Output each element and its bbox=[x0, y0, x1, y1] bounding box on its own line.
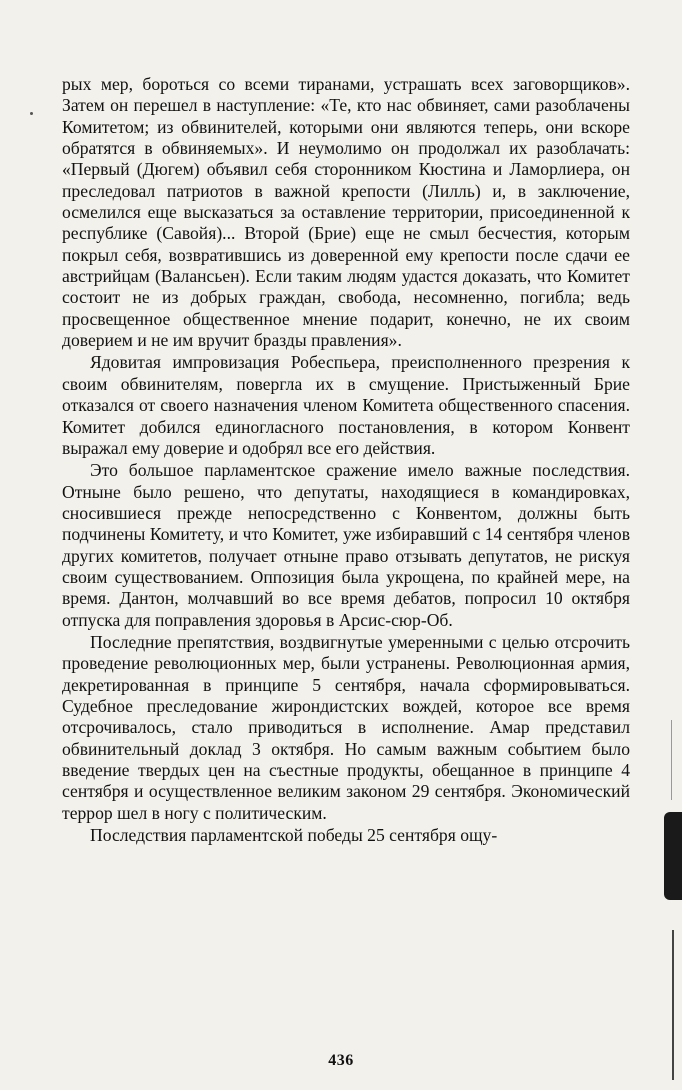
paragraph-5: Последствия парламентской победы 25 сентября ощу- bbox=[90, 825, 498, 846]
paragraph-2: Ядовитая импровизация Робеспьера, преисполненного презрения к своим обвинителям, повергла их в смущение. Пристыженный Брие отказался от своего назначения членом Комитета общественного спасения. Комитет добился единогласного постановления, в котором Конвент выражал ему доверие и одобрял все его действия. bbox=[62, 352, 630, 458]
page-body bbox=[62, 74, 630, 846]
paragraph-1: рых мер, бороться со всеми тиранами, устрашать всех заговорщиков». Затем он перешел в наступление: «Те, кто нас обвиняет, сами разоблачены Комитетом; из обвинителей, которыми они являются теперь, они вскоре обратятся в обвиняемых». И неумолимо он продолжал их разоблачать: «Первый (Дюгем) объявил себя сторонником Кюстина и Ламорлиера, он преследовал патриотов в важной крепости (Лилль) и, в заключение, осмелился еще высказаться за оставление территории, присоединенной к республике (Савойя)... Второй (Брие) еще не смыл бесчестия, которым покрыл себя, возвратившись из доверенной ему крепости после сдачи ее австрийцам (Валансьен). Если таким людям удастся доказать, что Комитет состоит не из добрых граждан, свобода, несомненно, погибла; ведь просвещенное общественное мнение подарит, конечно, не их своим доверием и не им вручит бразды правления». bbox=[62, 74, 630, 351]
margin-speck bbox=[30, 112, 33, 115]
scan-edge-line-upper bbox=[671, 720, 672, 800]
paragraph-3: Это большое парламентское сражение имело важные последствия. Отныне было решено, что депутаты, находящиеся в командировках, сносившиеся прежде непосредственно с Конвентом, должны быть подчинены Комитету, и что Комитет, уже избиравший с 14 сентября членов других комитетов, получает отныне право отзывать депутатов, не рискуя своим существованием. Оппозиция была укрощена, по крайней мере, на время. Дантон, молчавший во все время дебатов, попросил 10 октября отпуска для поправления здоровья в Арсис-сюр-Об. bbox=[62, 460, 630, 630]
page-number: 436 bbox=[328, 1052, 354, 1069]
scan-edge-line-lower bbox=[672, 930, 674, 1080]
paragraph-4: Последние препятствия, воздвигнутые умеренными с целью отсрочить проведение революционных мер, были устранены. Революционная армия, декретированная в принципе 5 сентября, начала сформировываться. Судебное преследование жирондистских вождей, которое все время отсрочивалось, стало приводиться в исполнение. Амар представил обвинительный доклад 3 октября. Но самым важным событием было введение твердых цен на съестные продукты, обещанное в принципе 4 сентября и осуществленное великим законом 29 сентября. Экономический террор шел в ногу с политическим. bbox=[62, 631, 630, 823]
scan-edge-shadow bbox=[664, 812, 682, 900]
